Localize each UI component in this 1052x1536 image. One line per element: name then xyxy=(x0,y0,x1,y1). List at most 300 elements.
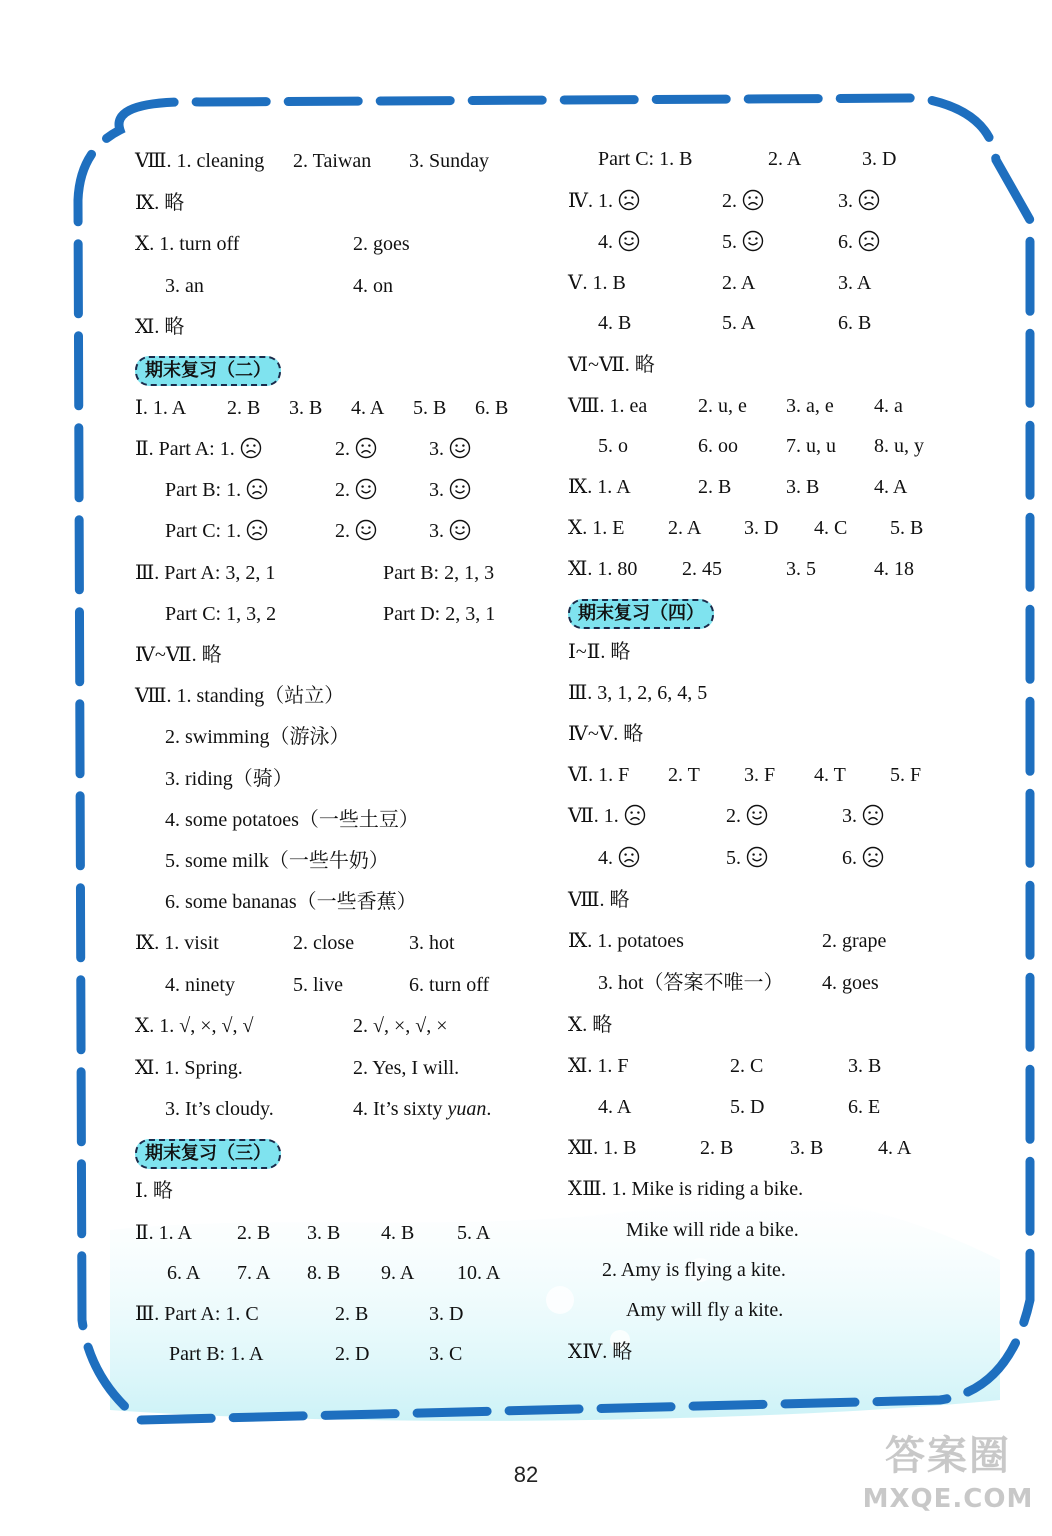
answer-text: 3. A xyxy=(838,272,872,294)
answer-text: Ⅵ~Ⅶ. 略 xyxy=(568,354,655,376)
answer-item xyxy=(135,1302,259,1326)
answer-item xyxy=(135,149,264,173)
answer-text: 5. B xyxy=(413,397,447,419)
answer-item xyxy=(429,1342,462,1366)
answer-item xyxy=(568,681,707,705)
answer-text: 5. xyxy=(726,847,746,869)
answer-item xyxy=(568,394,647,418)
answer-text: 2. Amy is flying a kite. xyxy=(602,1259,786,1281)
answer-item xyxy=(353,232,410,256)
answer-text: 4. goes xyxy=(822,972,879,994)
answer-item xyxy=(568,929,684,953)
section-badge: 期末复习（三） xyxy=(135,1139,281,1169)
answer-item xyxy=(822,929,886,953)
answer-text: 10. A xyxy=(457,1262,501,1284)
answer-text: Part C: 1. xyxy=(165,520,247,542)
answer-item xyxy=(878,1136,911,1160)
answer-item xyxy=(598,846,640,870)
answer-text: 5. F xyxy=(890,764,922,786)
answer-item xyxy=(786,557,816,581)
answer-item xyxy=(165,849,389,873)
answer-item xyxy=(293,973,343,997)
answer-text: 3. xyxy=(429,438,449,460)
answer-text: Ⅰ~Ⅱ. 略 xyxy=(568,641,631,663)
sad-face-icon xyxy=(742,189,764,211)
sad-face-icon xyxy=(246,478,268,500)
answer-item xyxy=(722,271,755,295)
answer-text: 3. D xyxy=(862,148,897,170)
answer-text: 2. close xyxy=(293,932,355,954)
answer-item xyxy=(227,396,260,420)
answer-text: 2. grape xyxy=(822,930,887,952)
answer-item xyxy=(335,437,377,461)
answer-item xyxy=(568,722,643,746)
answer-text: Ⅵ. 1. F xyxy=(568,764,630,786)
answer-text: 6. some bananas（一些香蕉） xyxy=(165,891,417,913)
answer-text: Ⅸ. 1. potatoes xyxy=(568,930,684,952)
answer-item xyxy=(335,519,377,543)
page-number: 82 xyxy=(513,1462,539,1487)
answer-item xyxy=(135,561,275,585)
answer-text: Ⅳ~Ⅶ. 略 xyxy=(135,644,222,666)
answer-text: Ⅲ. 3, 1, 2, 6, 4, 5 xyxy=(568,682,708,704)
answer-text: 3. Sunday xyxy=(409,150,489,172)
answer-item xyxy=(237,1221,270,1245)
sad-face-icon xyxy=(624,804,646,826)
smiley-face-icon xyxy=(746,846,768,868)
watermark xyxy=(858,1428,1038,1528)
smiley-face-icon xyxy=(618,230,640,252)
answer-text: 2. xyxy=(335,479,355,501)
answer-text: 3. 5 xyxy=(786,558,816,580)
answer-item xyxy=(165,973,235,997)
answer-text: 9. A xyxy=(381,1262,415,1284)
answer-item xyxy=(457,1261,500,1285)
sad-face-icon xyxy=(618,189,640,211)
answer-text: 2. A xyxy=(768,148,802,170)
answer-text: 2. B xyxy=(698,476,732,498)
answer-text: Part B: 1. xyxy=(165,479,247,501)
answer-text: 6. A xyxy=(167,1262,201,1284)
answer-text: 4. A xyxy=(598,1096,632,1118)
answer-text: 3. a, e xyxy=(786,395,834,417)
answer-text: 7. A xyxy=(237,1262,271,1284)
answer-item xyxy=(568,1340,632,1364)
answer-text: 3. F xyxy=(744,764,776,786)
answer-item xyxy=(353,1097,491,1121)
answer-item xyxy=(730,1095,764,1119)
answer-item xyxy=(165,274,204,298)
answer-item xyxy=(568,1013,612,1037)
answer-item xyxy=(874,434,924,458)
answer-item xyxy=(568,189,640,213)
answer-text: 4. xyxy=(598,847,618,869)
answer-text: 4. some potatoes（一些土豆） xyxy=(165,809,419,831)
answer-text: ⅩⅢ. 1. Mike is riding a bike. xyxy=(568,1178,804,1200)
answer-item xyxy=(862,147,896,171)
answer-text: 2. √, ×, √, × xyxy=(353,1015,448,1037)
answer-item xyxy=(626,1218,799,1242)
answer-text: 2. C xyxy=(730,1055,764,1077)
answer-item xyxy=(413,396,446,420)
answer-item xyxy=(822,971,879,995)
answer-item xyxy=(135,931,219,955)
answer-item xyxy=(668,763,700,787)
answer-item xyxy=(165,725,349,749)
answer-text: 3. B xyxy=(848,1055,882,1077)
answer-text: 4. ninety xyxy=(165,974,235,996)
smiley-face-icon xyxy=(449,437,471,459)
answer-item xyxy=(135,437,262,461)
answer-text: 3. xyxy=(842,805,862,827)
answer-item xyxy=(475,396,508,420)
answer-text: 2. xyxy=(335,520,355,542)
answer-text: Ⅱ. 1. A xyxy=(135,1222,192,1244)
answer-item xyxy=(848,1054,881,1078)
answer-text: Ⅸ. 略 xyxy=(135,192,185,214)
smiley-face-icon xyxy=(746,804,768,826)
smiley-face-icon xyxy=(355,519,377,541)
answer-item xyxy=(814,516,847,540)
answer-item xyxy=(568,1177,803,1201)
answer-text: Part C: 1. B xyxy=(598,148,693,170)
answer-text: 4. T xyxy=(814,764,846,786)
answer-text: 4. It’s sixty yuan. xyxy=(353,1098,492,1120)
answer-item xyxy=(135,684,344,708)
answer-item xyxy=(165,602,276,626)
answer-text: ⅩⅣ. 略 xyxy=(568,1341,633,1363)
answer-item xyxy=(335,1302,368,1326)
answer-text: 2. xyxy=(726,805,746,827)
answer-text: Ⅺ. 1. F xyxy=(568,1055,629,1077)
answer-text: Ⅷ. 1. standing（站立） xyxy=(135,685,345,707)
answer-text: Ⅸ. 1. A xyxy=(568,476,631,498)
sad-face-icon xyxy=(240,437,262,459)
answer-text: Ⅶ. 1. xyxy=(568,805,624,827)
answer-item xyxy=(165,1097,274,1121)
answer-item xyxy=(786,394,834,418)
answer-text: 5. live xyxy=(293,974,343,996)
sad-face-icon xyxy=(246,519,268,541)
answer-item xyxy=(730,1054,763,1078)
answer-item xyxy=(165,478,268,502)
answer-item xyxy=(838,311,871,335)
answer-item xyxy=(351,396,384,420)
answer-item xyxy=(165,519,268,543)
answer-text: 4. on xyxy=(353,275,393,297)
answer-item xyxy=(722,189,764,213)
answer-item xyxy=(165,767,293,791)
answer-item xyxy=(598,1095,631,1119)
answer-text: 2. A xyxy=(722,272,756,294)
section-badge: 期末复习（四） xyxy=(568,599,714,629)
answer-text: 5. some milk（一些牛奶） xyxy=(165,850,389,872)
answer-item xyxy=(842,804,884,828)
answer-item xyxy=(626,1298,783,1322)
answer-text: Amy will fly a kite. xyxy=(626,1299,784,1321)
answer-item xyxy=(429,478,471,502)
answer-item xyxy=(768,147,801,171)
answer-item xyxy=(409,149,489,173)
sad-face-icon xyxy=(858,189,880,211)
answer-text: 3. hot（答案不唯一） xyxy=(598,972,784,994)
answer-text: Mike will ride a bike. xyxy=(626,1219,799,1241)
answer-text: 6. B xyxy=(838,312,872,334)
answer-item xyxy=(568,763,629,787)
answer-item xyxy=(383,602,495,626)
answer-text: 2. xyxy=(335,438,355,460)
answer-text: 4. B xyxy=(381,1222,415,1244)
answer-item xyxy=(568,557,637,581)
answer-item xyxy=(838,271,871,295)
answer-item xyxy=(135,1179,173,1203)
answer-item xyxy=(726,804,768,828)
answer-text: Ⅲ. Part A: 3, 2, 1 xyxy=(135,562,276,584)
answer-text: Ⅺ. 略 xyxy=(135,316,185,338)
answer-text: Ⅰ. 略 xyxy=(135,1180,173,1202)
answer-text: 3. xyxy=(429,479,449,501)
answer-item xyxy=(598,434,628,458)
answer-item xyxy=(167,1261,200,1285)
answer-text: 5. o xyxy=(598,435,628,457)
answer-text: 2. B xyxy=(335,1303,369,1325)
answer-item xyxy=(698,434,738,458)
answer-text: 3. B xyxy=(289,397,323,419)
answer-text: 3. xyxy=(429,520,449,542)
answer-text: 3. D xyxy=(744,517,779,539)
answer-item xyxy=(457,1221,490,1245)
answer-text: 4. A xyxy=(874,476,908,498)
answer-item xyxy=(726,846,768,870)
answer-item xyxy=(135,1014,253,1038)
smiley-face-icon xyxy=(449,519,471,541)
answer-text: 6. oo xyxy=(698,435,738,457)
answer-text: 5. B xyxy=(890,517,924,539)
section-badge: 期末复习（二） xyxy=(135,356,281,386)
answer-item xyxy=(165,890,417,914)
currency-word: yuan xyxy=(447,1098,487,1120)
answer-text: 3. B xyxy=(786,476,820,498)
answer-item xyxy=(429,437,471,461)
answer-item xyxy=(169,1342,263,1366)
answer-text: Part B: 2, 1, 3 xyxy=(383,562,495,584)
answer-text: 4. C xyxy=(814,517,848,539)
sad-face-icon xyxy=(862,846,884,868)
answer-text: 3. It’s cloudy. xyxy=(165,1098,274,1120)
answer-text: 5. xyxy=(722,231,742,253)
answer-item xyxy=(409,973,489,997)
answer-item xyxy=(135,396,186,420)
answer-item xyxy=(568,1054,629,1078)
answer-text: Ⅰ. 1. A xyxy=(135,397,187,419)
answer-text: 4. xyxy=(598,231,618,253)
answer-item xyxy=(381,1261,414,1285)
answer-item xyxy=(700,1136,733,1160)
answer-item xyxy=(568,475,631,499)
answer-item xyxy=(568,888,630,912)
answer-item xyxy=(307,1221,340,1245)
answer-text: 2. swimming（游泳） xyxy=(165,726,350,748)
answer-item xyxy=(668,516,701,540)
smiley-face-icon xyxy=(449,478,471,500)
answer-item xyxy=(135,315,184,339)
answer-text: 2. D xyxy=(335,1343,370,1365)
answer-item xyxy=(722,311,755,335)
answer-item xyxy=(790,1136,823,1160)
answer-item xyxy=(698,475,731,499)
answer-text: Ⅳ~Ⅴ. 略 xyxy=(568,723,644,745)
answer-text: 2. B xyxy=(237,1222,271,1244)
answer-item xyxy=(698,394,747,418)
answer-text: 3. an xyxy=(165,275,204,297)
answer-text: 3. D xyxy=(429,1303,464,1325)
answer-text: 2. xyxy=(722,190,742,212)
smiley-face-icon xyxy=(742,230,764,252)
answer-item xyxy=(848,1095,880,1119)
answer-text: 2. 45 xyxy=(682,558,722,580)
answer-text: 8. u, y xyxy=(874,435,924,457)
answer-text: Ⅷ. 略 xyxy=(568,889,630,911)
answer-text: 5. A xyxy=(457,1222,491,1244)
answer-text: Ⅷ. 1. cleaning xyxy=(135,150,265,172)
answer-text: 8. B xyxy=(307,1262,341,1284)
answer-text: Part B: 1. A xyxy=(169,1343,264,1365)
answer-item xyxy=(135,1056,243,1080)
answer-item xyxy=(568,640,630,664)
answer-item xyxy=(293,149,371,173)
answer-item xyxy=(602,1258,786,1282)
answer-item xyxy=(568,804,646,828)
answer-item xyxy=(890,516,923,540)
answer-item xyxy=(165,808,419,832)
answer-text: Ⅹ. 1. √, ×, √, √ xyxy=(135,1015,254,1037)
answer-item xyxy=(135,191,184,215)
answer-text: 4. a xyxy=(874,395,903,417)
answer-text: 6. turn off xyxy=(409,974,490,996)
answer-item xyxy=(335,1342,369,1366)
answer-item xyxy=(429,1302,463,1326)
answer-text: 6. B xyxy=(475,397,509,419)
answer-text: Ⅺ. 1. Spring. xyxy=(135,1057,243,1079)
answer-text: 3. riding（骑） xyxy=(165,768,293,790)
answer-text: Part C: 1, 3, 2 xyxy=(165,603,277,625)
answer-text: 6. xyxy=(842,847,862,869)
answer-text: Part D: 2, 3, 1 xyxy=(383,603,496,625)
answer-item xyxy=(568,1136,636,1160)
answer-item xyxy=(682,557,722,581)
answer-item xyxy=(353,1056,459,1080)
answer-text: Ⅻ. 1. B xyxy=(568,1137,637,1159)
answer-text: Ⅹ. 1. E xyxy=(568,517,625,539)
answer-item xyxy=(874,557,914,581)
sad-face-icon xyxy=(618,846,640,868)
answer-item xyxy=(381,1221,414,1245)
answer-item xyxy=(568,353,655,377)
answer-text: 7. u, u xyxy=(786,435,836,457)
answer-item xyxy=(598,311,631,335)
answer-text: 2. B xyxy=(227,397,261,419)
answer-item xyxy=(598,230,640,254)
answer-item xyxy=(874,394,903,418)
answer-item xyxy=(307,1261,340,1285)
answer-text: 3. B xyxy=(790,1137,824,1159)
answer-item xyxy=(335,478,377,502)
answer-item xyxy=(409,931,455,955)
answer-item xyxy=(814,763,846,787)
sad-face-icon xyxy=(862,804,884,826)
answer-item xyxy=(890,763,921,787)
answer-item xyxy=(598,971,784,995)
answer-text: Ⅸ. 1. visit xyxy=(135,932,219,954)
answer-text: 2. u, e xyxy=(698,395,747,417)
answer-text: Ⅹ. 略 xyxy=(568,1014,613,1036)
answer-text: Ⅱ. Part A: 1. xyxy=(135,438,240,460)
answer-text: Ⅲ. Part A: 1. C xyxy=(135,1303,259,1325)
answer-item xyxy=(293,931,354,955)
answer-text: 4. A xyxy=(878,1137,912,1159)
answer-item xyxy=(237,1261,270,1285)
sad-face-icon xyxy=(858,230,880,252)
answer-text: 2. Taiwan xyxy=(293,150,372,172)
answer-text: Ⅴ. 1. B xyxy=(568,272,626,294)
answer-item xyxy=(838,189,880,213)
answer-text: 6. xyxy=(838,231,858,253)
answer-item xyxy=(744,516,778,540)
answer-item xyxy=(786,475,819,499)
smiley-face-icon xyxy=(355,478,377,500)
answer-item xyxy=(568,516,624,540)
answer-text: 2. A xyxy=(668,517,702,539)
watermark-bottom: MXQE.COM xyxy=(862,1484,1034,1514)
answer-text: Ⅺ. 1. 80 xyxy=(568,558,638,580)
answer-text: 2. B xyxy=(700,1137,734,1159)
answer-text: 3. xyxy=(838,190,858,212)
answer-text: 4. A xyxy=(351,397,385,419)
answer-text: 6. E xyxy=(848,1096,881,1118)
sad-face-icon xyxy=(355,437,377,459)
answer-text: 2. T xyxy=(668,764,700,786)
answer-item xyxy=(568,271,626,295)
answer-item xyxy=(383,561,494,585)
answer-text: 3. C xyxy=(429,1343,463,1365)
answer-text: Ⅷ. 1. ea xyxy=(568,395,648,417)
answer-item xyxy=(135,232,239,256)
answer-item xyxy=(289,396,322,420)
answer-item xyxy=(598,147,692,171)
answer-item xyxy=(135,643,222,667)
answer-text: 3. hot xyxy=(409,932,455,954)
answer-item xyxy=(429,519,471,543)
answer-item xyxy=(135,1221,192,1245)
answer-text: 2. goes xyxy=(353,233,410,255)
answer-text: 4. 18 xyxy=(874,558,914,580)
answer-item xyxy=(874,475,907,499)
answer-item xyxy=(786,434,836,458)
answer-item xyxy=(842,846,884,870)
answer-item xyxy=(353,274,393,298)
answer-text: 5. D xyxy=(730,1096,765,1118)
answer-item xyxy=(838,230,880,254)
answer-text: Ⅳ. 1. xyxy=(568,190,618,212)
answer-text: 3. B xyxy=(307,1222,341,1244)
answer-text: Ⅹ. 1. turn off xyxy=(135,233,240,255)
watermark-top: 答案圈 xyxy=(885,1433,1011,1479)
answer-item xyxy=(353,1014,448,1038)
answer-text: 5. A xyxy=(722,312,756,334)
answer-item xyxy=(744,763,775,787)
answer-text: 4. B xyxy=(598,312,632,334)
answer-item xyxy=(722,230,764,254)
